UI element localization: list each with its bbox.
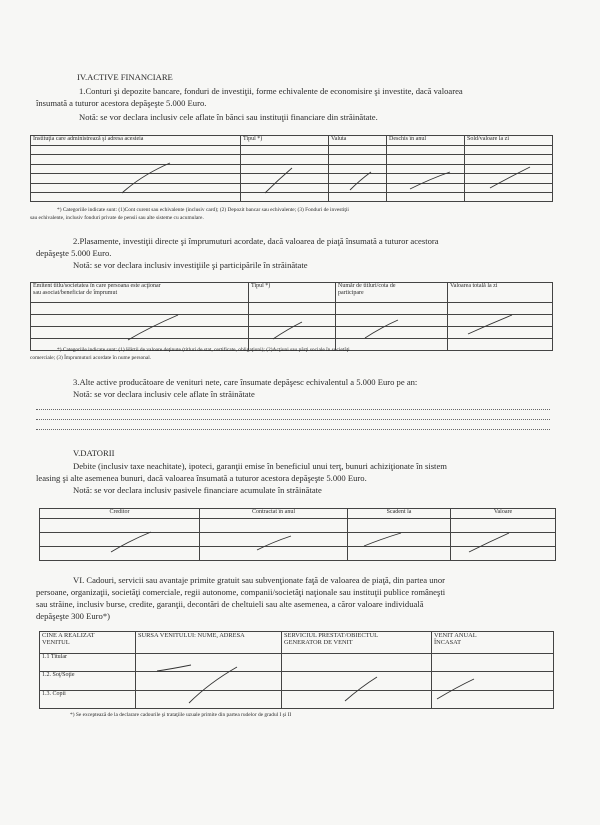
- table1-footnote-line2: sau echivalente, inclusiv fonduri private de pensii sau alte sisteme cu acumulare.: [30, 215, 204, 221]
- section-vi-line2: persoane, organizaţii, societăţi comerciale, regii autonome, companii/societăţi naţionale sau instituţii publice româneşti: [36, 587, 446, 597]
- header-contracted-year: Contractat în anul: [200, 509, 348, 519]
- gifts-table: [39, 631, 554, 709]
- header-annual-income: VENIT ANUAL ÎNCASAT: [432, 632, 554, 654]
- table2-footnote-line1: *) Categoriile indicate sunt: (1) Hârtii de valoare deţinute (titluri de stat, certificate, obligaţiuni); (2)Acţiuni sau părţi sociale în societăţi: [57, 347, 350, 353]
- item3-note: Notă: se vor declara inclusiv cele aflate în străinătate: [73, 389, 255, 399]
- table2-footnote-line2: comerciale; (3) Împrumuturi acordate în nume personal.: [30, 355, 152, 361]
- gifts-footnote: *) Se exceptează de la declarare cadourile şi trataţiile uzuale primite din partea rudelor de gradul I şi II: [70, 712, 292, 718]
- item1-note: Notă: se vor declara inclusiv cele aflate în bănci sau instituţii financiare din străinătate.: [79, 112, 378, 122]
- dotted-line: [36, 429, 550, 430]
- item2-line2: depăşeşte 5.000 Euro.: [36, 248, 112, 258]
- header-type: Tipul *): [249, 283, 336, 303]
- section-v-note: Notă: se vor declara inclusiv pasivele financiare acumulate în străinătate: [73, 485, 322, 495]
- dotted-line: [36, 409, 550, 410]
- row-titular: 1.1 Titular: [40, 654, 136, 672]
- financial-accounts-table: [30, 135, 553, 202]
- debts-table: [39, 508, 556, 561]
- item1-line1: 1.Conturi şi depozite bancare, fonduri de investiţii, forme echivalente de economisire şi investite, dacă valoarea: [79, 86, 463, 96]
- dotted-line: [36, 419, 550, 420]
- header-total-value: Valoarea totală la zi: [448, 283, 553, 303]
- item3-line1: 3.Alte active producătoare de venituri nete, care însumate depăşesc echivalentul a 5.000 Euro pe an:: [73, 377, 418, 387]
- item1-line2: însumată a tuturor acestora depăşeşte 5.000 Euro.: [36, 98, 207, 108]
- header-balance: Sold/valoare la zi: [465, 136, 553, 146]
- header-type: Tipul *): [241, 136, 329, 146]
- header-source: SURSA VENITULUI: NUME, ADRESA: [136, 632, 282, 654]
- header-currency: Valuta: [329, 136, 387, 146]
- header-issuer: Emitent titlu/societatea în care persoana este acţionar sau asociat/beneficiar de împrumut: [31, 283, 249, 303]
- header-who-received: CINE A REALIZAT VENITUL: [40, 632, 136, 654]
- header-opened-year: Deschis în anul: [387, 136, 465, 146]
- header-institution: Instituţia care administrează şi adresa acesteia: [31, 136, 241, 146]
- header-service: SERVICIUL PRESTAT/OBIECTUL GENERATOR DE VENIT: [282, 632, 432, 654]
- investments-table: [30, 282, 553, 351]
- row-spouse: 1.2. Soţ/Soţie: [40, 672, 136, 691]
- item2-note: Notă: se vor declara inclusiv investiţiile şi participările în străinătate: [73, 260, 308, 270]
- header-share-count: Număr de titluri/cota de participare: [336, 283, 448, 303]
- section-vi-line4: depăşeşte 300 Euro*): [36, 611, 110, 621]
- header-due-date: Scadent la: [348, 509, 451, 519]
- row-children: 1.3. Copii: [40, 691, 136, 709]
- item2-line1: 2.Plasamente, investiţii directe şi împrumuturi acordate, dacă valoarea de piaţă însumată a tuturor acestora: [73, 236, 439, 246]
- section-vi-line3: sau străine, inclusiv burse, credite, garanţii, decontări de cheltuieli sau alte asemenea, a căror valoare individuală: [36, 599, 424, 609]
- section-v-line1: Debite (inclusiv taxe neachitate), ipoteci, garanţii emise în beneficiul unui terţ, bunuri achiziţionate în sistem: [73, 461, 447, 471]
- section-iv-heading: IV.ACTIVE FINANCIARE: [77, 72, 173, 82]
- section-vi-line1: VI. Cadouri, servicii sau avantaje primite gratuit sau subvenţionate faţă de valoarea de piaţă, din partea unor: [73, 575, 446, 585]
- header-value: Valoare: [451, 509, 556, 519]
- table1-footnote-line1: *) Categoriile indicate sunt: (1)Cont curent sau echivalente (inclusiv card); (2) Depozit bancar sau echivalente; (3) Fonduri de investiţii: [57, 207, 349, 213]
- section-v-heading: V.DATORII: [73, 448, 115, 458]
- section-v-line2: leasing şi alte asemenea bunuri, dacă valoarea însumată a tuturor acestora depăşeşte 5.000 Euro.: [36, 473, 367, 483]
- header-creditor: Creditor: [40, 509, 200, 519]
